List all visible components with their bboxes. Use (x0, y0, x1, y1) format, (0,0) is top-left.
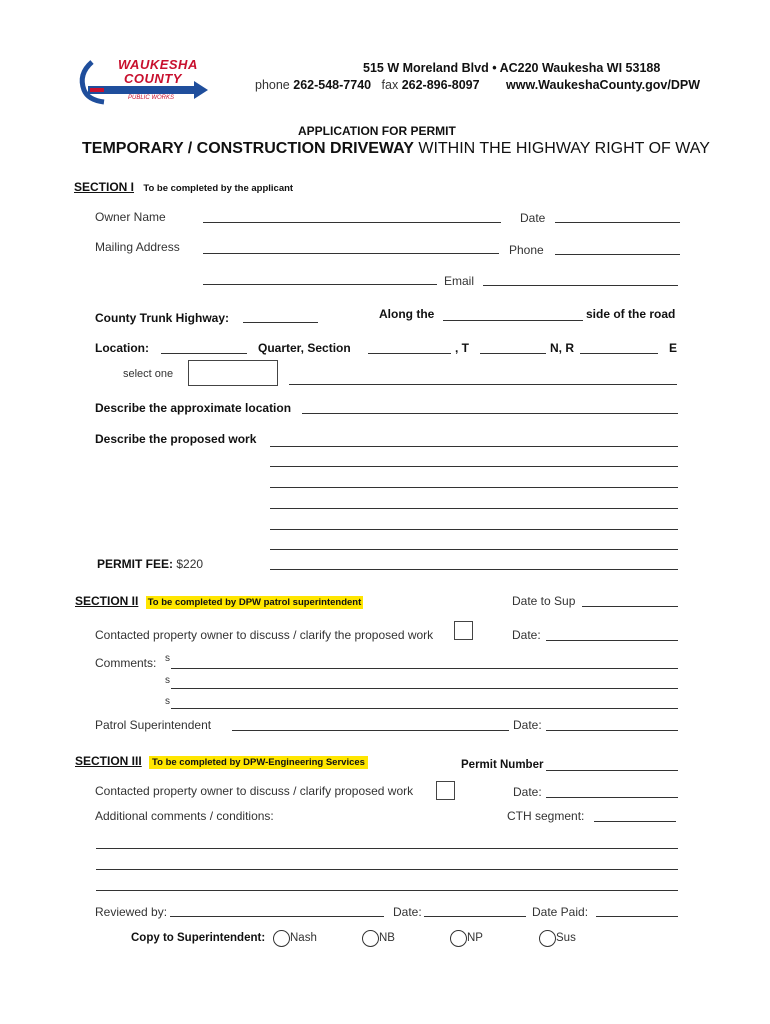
select-one-field[interactable] (289, 384, 677, 385)
comments-label: Comments: (95, 656, 157, 670)
form-subtitle: APPLICATION FOR PERMIT (298, 124, 456, 138)
section2-contacted-checkbox[interactable] (454, 621, 473, 640)
date-label: Date (520, 211, 546, 225)
side-of-road-label: side of the road (586, 307, 676, 321)
mailing-address-field[interactable] (203, 253, 499, 254)
logo-line1: WAUKESHA (118, 57, 198, 72)
cth-segment-label: CTH segment: (507, 809, 585, 823)
select-one-dropdown[interactable] (188, 360, 278, 386)
comment-mark-2: s (165, 675, 170, 686)
date-to-sup-label: Date to Sup (512, 594, 576, 608)
phone-label: phone (255, 78, 290, 92)
logo-line2: COUNTY (124, 71, 182, 86)
reviewed-date-label: Date: (393, 905, 422, 919)
describe-location-field[interactable] (302, 413, 678, 414)
logo-line3: PUBLIC WORKS (128, 95, 175, 101)
section3-date-field[interactable] (546, 797, 678, 798)
quarter-field[interactable] (161, 353, 247, 354)
date-paid-field[interactable] (596, 916, 678, 917)
radio-nb-label: NB (379, 932, 395, 944)
select-one-label: select one (123, 368, 174, 380)
patrol-superintendent-field[interactable] (232, 730, 509, 731)
email-field[interactable] (483, 285, 678, 286)
date-to-sup-field[interactable] (582, 606, 678, 607)
describe-work-line5[interactable] (270, 529, 678, 530)
permit-fee-value: $220 (173, 557, 204, 571)
header-website: www.WaukeshaCounty.gov/DPW (506, 78, 700, 92)
address-line2-field[interactable] (203, 284, 437, 285)
phone-number: 262-548-7740 (293, 78, 372, 92)
reviewed-by-label: Reviewed by: (95, 905, 168, 919)
owner-name-label: Owner Name (95, 210, 166, 224)
permit-number-field[interactable] (546, 770, 678, 771)
cth-segment-field[interactable] (594, 821, 676, 822)
additional-line3[interactable] (96, 890, 678, 891)
describe-work-line1[interactable] (270, 446, 678, 447)
section1-header (74, 180, 293, 194)
section3-date-label: Date: (513, 785, 542, 799)
location-label: Location: (95, 341, 149, 355)
describe-work-line4[interactable] (270, 508, 678, 509)
section2-heading: SECTION II (75, 594, 139, 608)
describe-work-line2[interactable] (270, 466, 678, 467)
copy-to-label: Copy to Superintendent: (131, 932, 266, 944)
cth-field[interactable] (243, 322, 318, 323)
describe-work-label: Describe the proposed work (95, 432, 257, 446)
section2-date-field[interactable] (546, 640, 678, 641)
radio-nash[interactable] (273, 930, 290, 947)
header-address: 515 W Moreland Blvd • AC220 Waukesha WI 53188 (363, 61, 661, 75)
radio-sus-label: Sus (556, 932, 576, 944)
phone-field[interactable] (555, 254, 680, 255)
patrol-superintendent-label: Patrol Superintendent (95, 718, 212, 732)
permit-number-label: Permit Number (461, 759, 544, 771)
fax-number: 262-896-8097 (401, 78, 480, 92)
form-title-bold: TEMPORARY / CONSTRUCTION DRIVEWAY (82, 140, 414, 157)
township-field[interactable] (480, 353, 546, 354)
township-label: , T (455, 341, 469, 355)
comment-line1[interactable] (171, 668, 678, 669)
comment-mark-3: s (165, 696, 170, 707)
permit-fee-label: PERMIT FEE: (97, 557, 174, 571)
radio-sus[interactable] (539, 930, 556, 947)
cth-label: County Trunk Highway: (95, 311, 230, 325)
along-the-label: Along the (379, 307, 435, 321)
east-label: E (669, 341, 678, 355)
n-r-label: N, R (550, 341, 574, 355)
comment-line3[interactable] (171, 708, 678, 709)
radio-np[interactable] (450, 930, 467, 947)
header-phone-row (255, 78, 480, 92)
describe-work-line7[interactable] (270, 569, 678, 570)
quarter-section-label: Quarter, Section (258, 341, 351, 355)
radio-nb[interactable] (362, 930, 379, 947)
section3-contacted-checkbox[interactable] (436, 781, 455, 800)
fax-label: fax (381, 78, 399, 92)
section3-header (75, 754, 368, 768)
section-field[interactable] (368, 353, 451, 354)
section2-header (75, 594, 363, 608)
phone-label: Phone (509, 243, 544, 257)
section1-note: To be completed by the applicant (143, 183, 294, 194)
additional-comments-label: Additional comments / conditions: (95, 809, 274, 823)
describe-work-line3[interactable] (270, 487, 678, 488)
describe-work-line6[interactable] (270, 549, 678, 550)
describe-location-label: Describe the approximate location (95, 401, 292, 415)
section3-note: To be completed by DPW-Engineering Services (149, 756, 368, 769)
side-field[interactable] (443, 320, 583, 321)
section2-note: To be completed by DPW patrol superintendent (147, 597, 362, 608)
section3-contacted-label: Contacted property owner to discuss / clarify proposed work (95, 784, 414, 798)
section1-heading: SECTION I (74, 180, 135, 194)
section3-heading: SECTION III (75, 754, 142, 768)
owner-name-field[interactable] (203, 222, 501, 223)
range-field[interactable] (580, 353, 658, 354)
date-field[interactable] (555, 222, 680, 223)
section2-contacted-label: Contacted property owner to discuss / clarify the proposed work (95, 628, 434, 642)
permit-fee (97, 557, 203, 571)
comment-mark-1: s (165, 653, 170, 664)
reviewed-date-field[interactable] (424, 916, 526, 917)
date-paid-label: Date Paid: (532, 905, 589, 919)
mailing-address-label: Mailing Address (95, 240, 180, 254)
radio-np-label: NP (467, 932, 483, 944)
reviewed-by-field[interactable] (170, 916, 384, 917)
radio-nash-label: Nash (290, 932, 317, 944)
form-title-rest: WITHIN THE HIGHWAY RIGHT OF WAY (413, 140, 710, 157)
email-label: Email (444, 274, 475, 288)
form-title (82, 140, 710, 158)
section2-date2-field[interactable] (546, 730, 678, 731)
section2-date-label: Date: (512, 628, 541, 642)
comment-line2[interactable] (171, 688, 678, 689)
section2-date2-label: Date: (513, 718, 542, 732)
additional-line2[interactable] (96, 869, 678, 870)
county-logo (74, 56, 210, 106)
additional-line1[interactable] (96, 848, 678, 849)
